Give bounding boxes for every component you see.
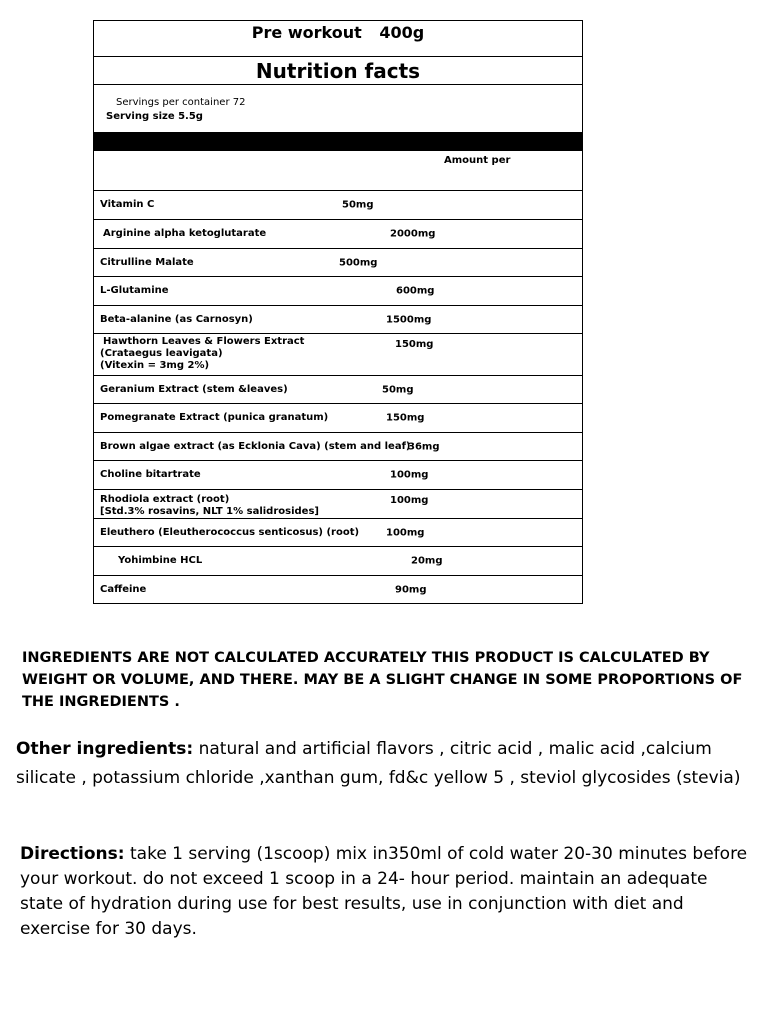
nutrient-name: Citrulline Malate <box>100 256 194 268</box>
nutrient-row <box>94 334 582 376</box>
nutrient-name: Yohimbine HCL <box>118 555 203 566</box>
nutrient-amount: 50mg <box>342 199 374 211</box>
nutrient-name-line: (Crataegus leavigata) <box>100 348 223 359</box>
nutrient-amount: 600mg <box>396 285 435 297</box>
nutrient-row <box>94 306 582 334</box>
nutrient-row <box>94 249 582 277</box>
nutrient-name-line: Hawthorn Leaves & Flowers Extract <box>103 336 305 347</box>
amount-header-row <box>94 151 582 191</box>
nutrient-row <box>94 576 582 603</box>
nutrient-amount: 150mg <box>395 339 434 350</box>
product-name: Pre workout <box>251 23 362 42</box>
amount-header: Amount per <box>444 155 511 166</box>
serving-size: Serving size 5.5g <box>106 111 203 122</box>
nutrient-name: Choline bitartrate <box>100 469 201 480</box>
nutrient-name: Pomegranate Extract (punica granatum) <box>100 412 329 423</box>
nutrient-row <box>94 519 582 547</box>
nutrient-row <box>94 277 582 306</box>
nutrient-row <box>94 490 582 519</box>
black-divider-bar <box>94 133 582 151</box>
nutrient-name: L-Glutamine <box>100 285 169 296</box>
nutrient-name <box>100 336 304 372</box>
nutrient-row <box>94 547 582 576</box>
nutrient-amount: 150mg <box>386 412 425 424</box>
nutrient-amount: 100mg <box>386 527 425 538</box>
nutrient-row <box>94 433 582 461</box>
nutrition-label <box>93 20 583 604</box>
servings-block <box>94 85 582 133</box>
nutrient-amount: 1500mg <box>386 314 432 325</box>
other-ingredients <box>16 735 751 793</box>
nutrient-name: Brown algae extract (as Ecklonia Cava) (stem and leaf) <box>100 440 411 452</box>
nutrient-name <box>100 494 319 518</box>
directions <box>20 842 750 942</box>
nutrient-amount: 50mg <box>382 384 414 395</box>
nutrient-amount: 90mg <box>395 584 427 595</box>
nutrient-name: Arginine alpha ketoglutarate <box>103 228 267 239</box>
nutrient-name: Caffeine <box>100 583 147 595</box>
other-ingredients-label: Other ingredients: <box>16 739 194 759</box>
nutrient-name: Eleuthero (Eleutherococcus senticosus) (root) <box>100 526 360 538</box>
nutrition-heading: Nutrition facts <box>94 57 582 85</box>
nutrient-row <box>94 220 582 249</box>
nutrient-amount: 500mg <box>339 257 378 268</box>
nutrient-name: Vitamin C <box>100 199 155 210</box>
nutrient-amount: 20mg <box>411 555 443 567</box>
directions-text: take 1 serving (1scoop) mix in350ml of cold water 20-30 minutes before your workout. do not exceed 1 scoop in a 24- hour period. maintain an adequate state of hydration during use for best results, use in conjunction with diet and exercise for 30 days. <box>20 844 748 939</box>
nutrient-row <box>94 191 582 220</box>
product-title <box>94 21 582 57</box>
nutrient-amount: 2000mg <box>390 228 436 240</box>
product-weight: 400g <box>379 23 425 42</box>
nutrient-name-line: (Vitexin = 3mg 2%) <box>100 360 210 371</box>
nutrient-amount: 100mg <box>390 495 429 506</box>
nutrient-row <box>94 461 582 490</box>
servings-per-container: Servings per container 72 <box>116 97 246 108</box>
nutrient-name-line: [Std.3% rosavins, NLT 1% salidrosides] <box>100 506 319 517</box>
nutrient-name: Geranium Extract (stem &leaves) <box>100 383 288 395</box>
nutrient-amount: 100mg <box>390 469 429 481</box>
other-ingredients-text: natural and artificial flavors , citric acid , malic acid ,calcium silicate , potassium chloride ,xanthan gum, fd&c yellow 5 , steviol glycosides (stevia) <box>16 739 741 788</box>
directions-label: Directions: <box>20 844 125 864</box>
nutrient-row <box>94 404 582 433</box>
accuracy-notice: INGREDIENTS ARE NOT CALCULATED ACCURATELY THIS PRODUCT IS CALCULATED BY WEIGHT OR VOLUME, AND THERE. MAY BE A SLIGHT CHANGE IN SOME PROPORTIONS OF THE INGREDIENTS . <box>22 650 743 710</box>
nutrient-amount: 36mg <box>408 441 440 452</box>
nutrient-name-line: Rhodiola extract (root) <box>100 494 230 505</box>
nutrient-name: Beta-alanine (as Carnosyn) <box>100 313 253 325</box>
nutrient-row <box>94 376 582 404</box>
